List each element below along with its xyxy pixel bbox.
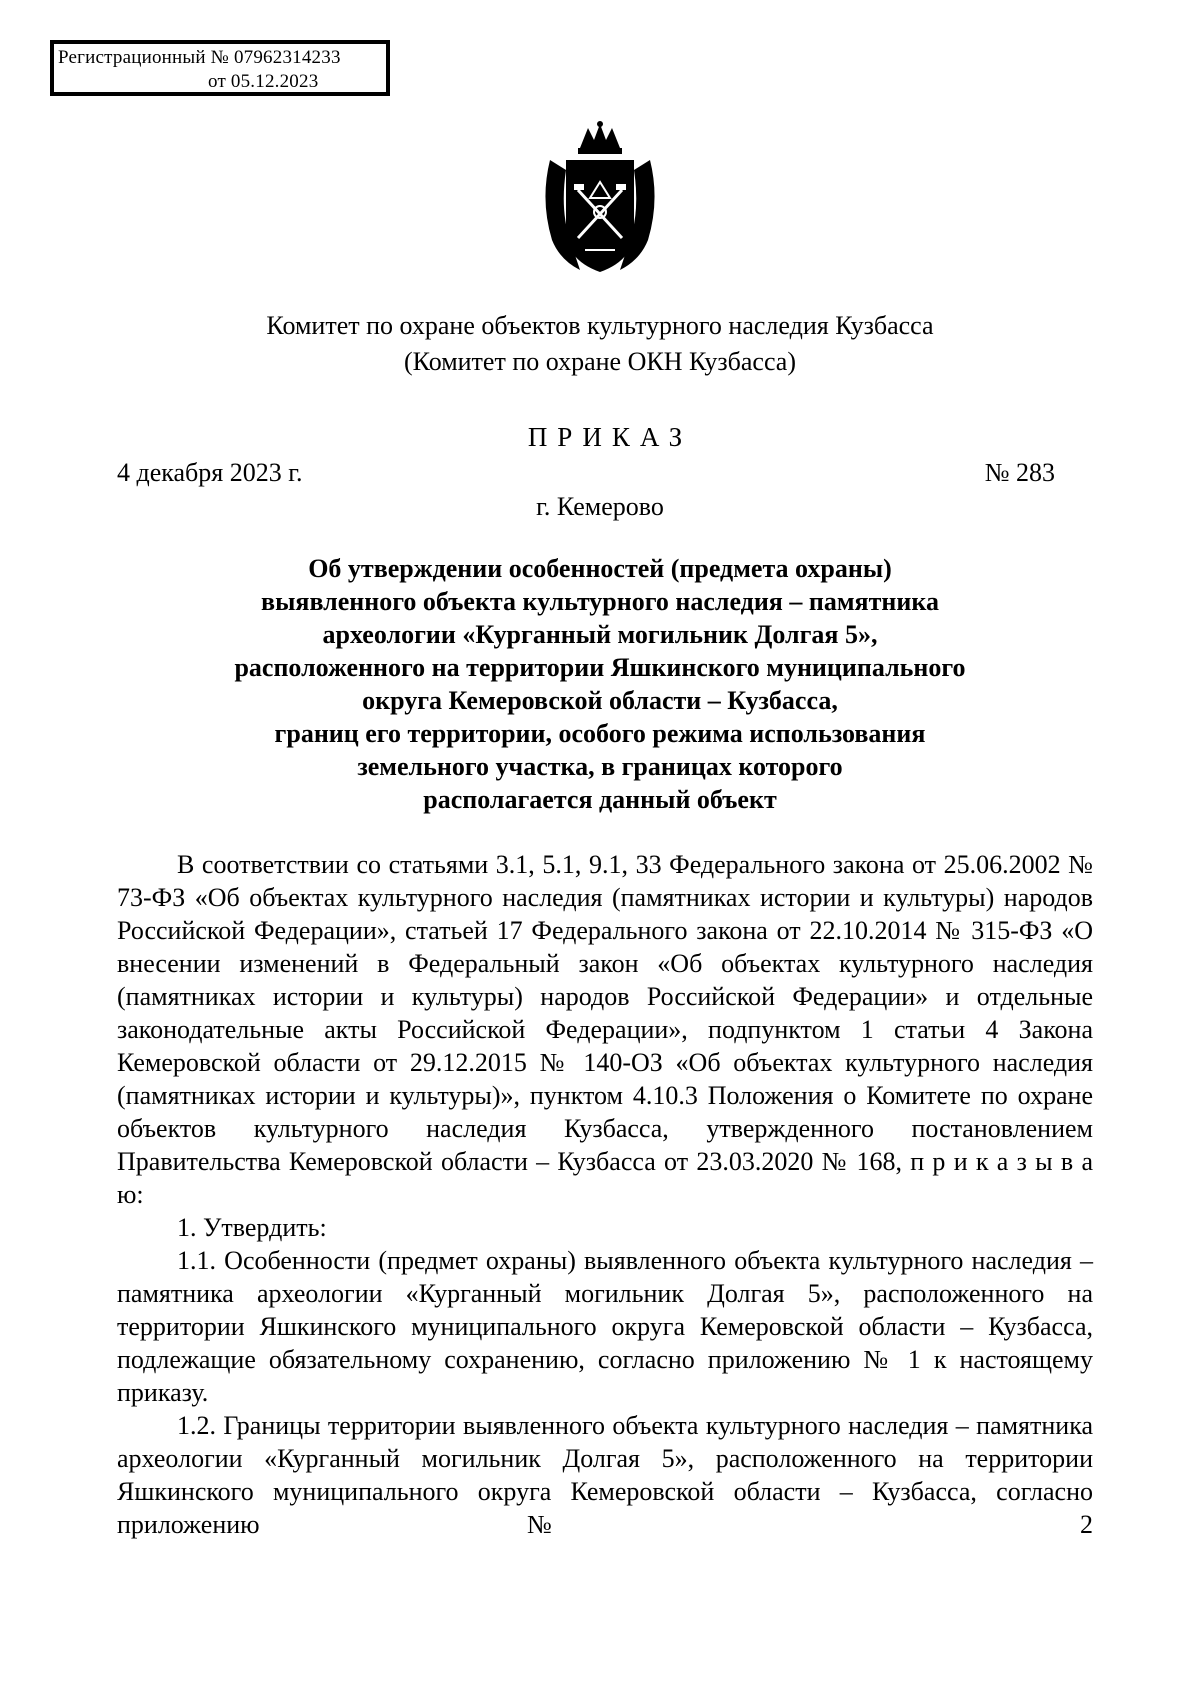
- title-line: земельного участка, в границах которого: [357, 752, 843, 781]
- organization-name: [0, 308, 1200, 380]
- document-title: [0, 552, 1200, 816]
- title-line: округа Кемеровской области – Кузбасса,: [362, 686, 838, 715]
- title-line: границ его территории, особого режима использования: [274, 719, 926, 748]
- registration-stamp: [50, 40, 390, 96]
- registration-number: Регистрационный № 07962314233: [58, 47, 341, 68]
- title-line: археологии «Курганный могильник Долгая 5»,: [322, 620, 878, 649]
- preamble-paragraph: В соответствии со статьями 3.1, 5.1, 9.1, 33 Федерального закона от 25.06.2002 № 73-ФЗ «Об объектах культурного наследия (памятниках истории и культуры) народов Российской Федерации», статьей 17 Федерального закона от 22.10.2014 № 315-ФЗ «О внесении изменений в Федеральный закон «Об объектах культурного наследия (памятниках истории и культуры) народов Российской Федерации» и отдельные законодательные акты Российской Федерации», подпунктом 1 статьи 4 Закона Кемеровской области от 29.12.2015 № 140-ОЗ «Об объектах культурного наследия (памятниках истории и культуры)», пунктом 4.10.3 Положения о Комитете по охране объектов культурного наследия Кузбасса, утвержденного постановлением Правительства Кемеровской области – Кузбасса от 23.03.2020 № 168, п р и к а з ы в а ю:: [117, 850, 1093, 1209]
- document-body: [117, 848, 1093, 1541]
- registration-date: от 05.12.2023: [208, 71, 319, 92]
- date-number-row: [117, 458, 1055, 488]
- title-line: располагается данный объект: [423, 785, 777, 814]
- title-line: выявленного объекта культурного наследия – памятника: [261, 587, 939, 616]
- clause-1: 1. Утвердить:: [177, 1213, 327, 1242]
- title-line: Об утверждении особенностей (предмета охраны): [308, 554, 892, 583]
- document-city: г. Кемерово: [536, 492, 664, 521]
- coat-of-arms-icon: [530, 120, 670, 280]
- clause-1-2: 1.2. Границы территории выявленного объекта культурного наследия – памятника археологии «Курганный могильник Долгая 5», расположенного на территории Яшкинского муниципального округа Кемеровской области – Кузбасса, согласно приложению № 2: [117, 1411, 1093, 1539]
- title-line: расположенного на территории Яшкинского муниципального: [234, 653, 966, 682]
- organization-short-name: (Комитет по охране ОКН Кузбасса): [403, 347, 797, 376]
- document-number: № 283: [984, 458, 1055, 487]
- document-date: 4 декабря 2023 г.: [117, 458, 303, 487]
- document-type: ПРИКАЗ: [527, 422, 693, 452]
- organization-full-name: Комитет по охране объектов культурного наследия Кузбасса: [266, 311, 934, 340]
- clause-1-1: 1.1. Особенности (предмет охраны) выявленного объекта культурного наследия – памятника археологии «Курганный могильник Долгая 5», расположенного на территории Яшкинского муниципального округа Кемеровской области – Кузбасса, подлежащие обязательному сохранению, согласно приложению № 1 к настоящему приказу.: [117, 1246, 1093, 1407]
